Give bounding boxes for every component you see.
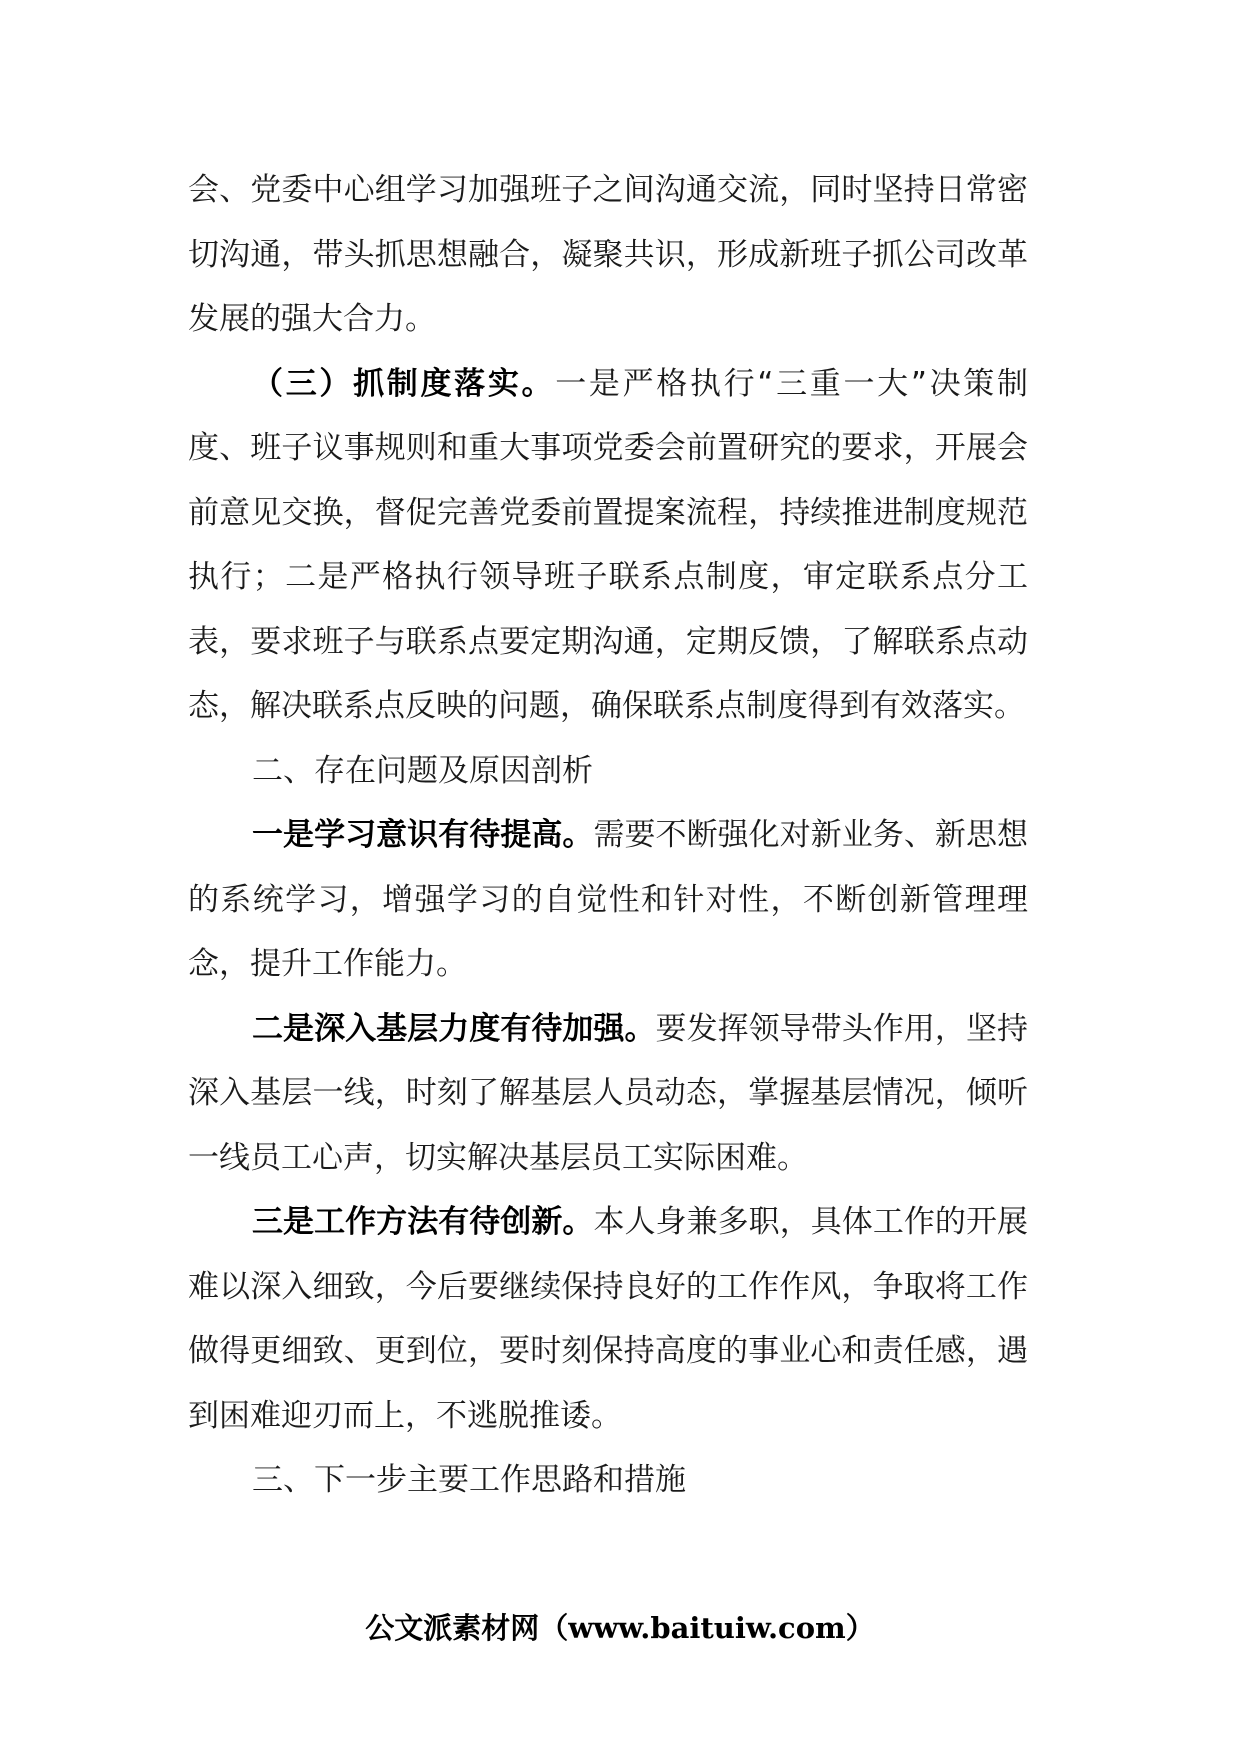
section-heading-3 xyxy=(188,1448,1028,1513)
paragraph-lead: 二是深入基层力度有待加强。 xyxy=(252,1010,656,1047)
heading-text: 二、存在问题及原因剖析 xyxy=(252,752,593,789)
paragraph-problem-1 xyxy=(188,803,1028,997)
footer-watermark-text: 公文派素材网（www.baituiw.com） xyxy=(365,1611,875,1645)
paragraph-problem-3 xyxy=(188,1190,1028,1448)
document-body xyxy=(188,158,1028,1513)
paragraph-text: 本人身兼多职，具体工作的开展难以深入细致，今后要继续保持良好的工作作风，争取将工作做得更细致、更到位，要时刻保持高度的事业心和责任感，遇到困难迎刃而上，不逃脱推诿。 xyxy=(188,1204,1029,1434)
heading-text: 三、下一步主要工作思路和措施 xyxy=(252,1462,686,1498)
paragraph-text: 一是严格执行“三重一大”决策制度、班子议事规则和重大事项党委会前置研究的要求，开展会前意见交换，督促完善党委前置提案流程，持续推进制度规范执行；二是严格执行领导班子联系点制度，审定联系点分工表，要求班子与联系点要定期沟通，定期反馈，了解联系点动态，解决联系点反映的问题，确保联系点制度得到有效落实。 xyxy=(188,365,1029,724)
paragraph-text: 会、党委中心组学习加强班子之间沟通交流，同时坚持日常密切沟通，带头抓思想融合，凝聚共识，形成新班子抓公司改革发展的强大合力。 xyxy=(188,172,1028,337)
paragraph-problem-2 xyxy=(188,997,1028,1191)
paragraph-continuation xyxy=(188,158,1028,352)
paragraph-text: 要发挥领导带头作用，坚持深入基层一线，时刻了解基层人员动态，掌握基层情况，倾听一线员工心声，切实解决基层员工实际困难。 xyxy=(188,1010,1029,1176)
paragraph-lead: 三是工作方法有待创新。 xyxy=(252,1204,594,1240)
paragraph-text: 需要不断强化对新业务、新思想的系统学习，增强学习的自觉性和针对性，不断创新管理理念，提升工作能力。 xyxy=(188,817,1029,982)
paragraph-system-implementation xyxy=(188,352,1028,739)
section-heading-2 xyxy=(188,739,1028,804)
paragraph-lead: （三）抓制度落实。 xyxy=(252,365,556,402)
paragraph-lead: 一是学习意识有待提高。 xyxy=(252,817,594,853)
